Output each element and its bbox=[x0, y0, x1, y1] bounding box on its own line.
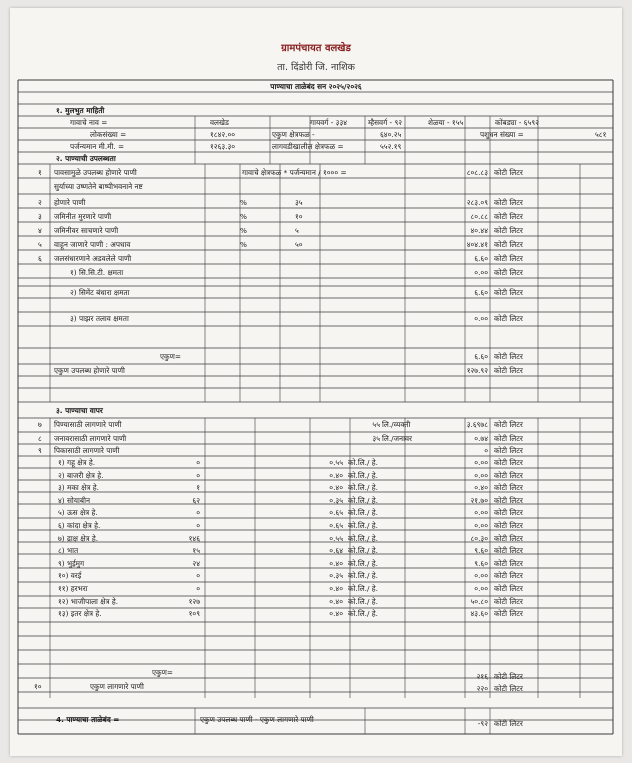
cultivable-area-label: लागवडीखालील क्षेत्रफळ = bbox=[272, 142, 344, 151]
crop-rate-unit: को.लि./ हे. bbox=[348, 584, 378, 593]
crop-water-value: ०.०० bbox=[474, 458, 488, 467]
r8-unit: कोटी लिटर bbox=[494, 434, 523, 443]
balance-value: -९२ bbox=[477, 719, 488, 728]
r6a-value: ०.०० bbox=[474, 268, 488, 277]
crop-name: ७) द्राक्ष क्षेत्र हे. bbox=[58, 533, 99, 543]
poultry-count: कोंबड्या - ६५९२ bbox=[495, 118, 539, 127]
section-4-heading: 4. पाण्याचा ताळेबंद = bbox=[56, 715, 120, 724]
crop-name: ३) मका क्षेत्र हे. bbox=[58, 483, 99, 493]
crop-name: ४) सोयाबीन bbox=[58, 495, 91, 505]
r9-label: पिकासाठी लागणारे पाणी bbox=[54, 446, 120, 455]
crop-water-value: ९.६० bbox=[474, 558, 488, 568]
crop-rate: ०.६५ bbox=[329, 508, 343, 518]
crop-area: १ bbox=[196, 483, 200, 493]
crop-area: ० bbox=[196, 508, 200, 518]
r4-percent-value: ५ bbox=[295, 226, 299, 235]
crop-rate-unit: को.लि./ हे. bbox=[348, 458, 378, 467]
crop-water-unit: कोटी लिटर bbox=[494, 584, 523, 593]
r4-value: ४०.४४ bbox=[470, 226, 488, 235]
crop-water-value: ०.०० bbox=[474, 521, 488, 530]
crop-name: ११) हरभरा bbox=[58, 584, 88, 593]
crop-rate-unit: को.लि./ हे. bbox=[348, 495, 378, 505]
r5-label: वाहून जाणारे पाणी : अपधाव bbox=[54, 240, 131, 249]
crop-area: ६२ bbox=[192, 495, 200, 505]
crop-name: १३) इतर क्षेत्र हे. bbox=[58, 609, 102, 619]
r2-label-line2: होणारे पाणी bbox=[54, 198, 86, 207]
r6b-unit: कोटी लिटर bbox=[494, 288, 523, 297]
crop-water-unit: कोटी लिटर bbox=[494, 558, 523, 568]
crop-water-unit: कोटी लिटर bbox=[494, 609, 523, 619]
crop-water-value: ०.०० bbox=[474, 470, 488, 480]
crop-sum-unit: कोटी लिटर bbox=[494, 672, 523, 681]
village-name-value: वलखेड bbox=[210, 118, 229, 127]
crop-name: १०) वरई bbox=[58, 571, 82, 581]
crop-sum-label: एकुण= bbox=[152, 668, 174, 677]
r3-percent-sign: % bbox=[240, 212, 247, 221]
crop-area: २४ bbox=[192, 558, 200, 568]
crop-rate: ०.४० bbox=[329, 584, 343, 593]
r7-unit: कोटी लिटर bbox=[494, 420, 523, 429]
crop-water-value: ८०.३० bbox=[470, 533, 488, 543]
r2-percent-value: ३५ bbox=[295, 198, 303, 207]
total-area-label: एकुण क्षेत्रफळ - bbox=[272, 130, 315, 139]
crop-water-unit: कोटी लिटर bbox=[494, 470, 523, 480]
r5-value: ४०४.४१ bbox=[466, 240, 488, 249]
r8-label: जनावरासाठी लागणारे पाणी bbox=[54, 434, 127, 443]
crop-area: १५ bbox=[192, 546, 200, 556]
r4-percent-sign: % bbox=[240, 226, 247, 235]
crop-area: ० bbox=[196, 470, 200, 480]
r6-sum-unit: कोटी लिटर bbox=[494, 352, 523, 361]
r6-unit: कोटी लिटर bbox=[494, 254, 523, 263]
crop-water-unit: कोटी लिटर bbox=[494, 483, 523, 493]
crop-rate-unit: को.लि./ हे. bbox=[348, 558, 378, 568]
crop-name: ५) ऊस क्षेत्र हे. bbox=[58, 508, 98, 518]
cattle-count: गायवर्ग - ३३४ bbox=[310, 118, 348, 127]
r6a-unit: कोटी लिटर bbox=[494, 268, 523, 277]
livestock-label: पशुधन संख्या = bbox=[480, 130, 524, 139]
crop-rate: ०.३५ bbox=[329, 571, 343, 581]
crop-rate: ०.४० bbox=[329, 470, 343, 480]
r8-rate: ३५ bbox=[372, 434, 380, 443]
crop-area: ० bbox=[196, 571, 200, 581]
total-available-value: १२७.९२ bbox=[466, 366, 488, 375]
r9-value: ० bbox=[484, 446, 488, 455]
crop-name: १२) भाजीपाला क्षेत्र हे. bbox=[58, 596, 119, 606]
r3-value: ८०.८८ bbox=[470, 212, 488, 221]
crop-rate-unit: को.लि./ हे. bbox=[348, 609, 378, 619]
r7-number: ७ bbox=[38, 420, 42, 429]
r9-unit: कोटी लिटर bbox=[494, 446, 523, 455]
crop-name: २) बाजरी क्षेत्र हे. bbox=[58, 470, 104, 480]
crop-name: १) गहू क्षेत्र हे. bbox=[58, 458, 96, 467]
r5-percent-value: ५० bbox=[295, 240, 303, 249]
r6-sum-value: ६.६० bbox=[474, 352, 488, 361]
total-available-label: एकुण उपलब्ध होणारे पाणी bbox=[54, 366, 125, 375]
r8-rate-unit: लि./जनावर bbox=[382, 434, 413, 443]
crop-rate-unit: को.लि./ हे. bbox=[348, 483, 378, 493]
r6b-value: ६.६० bbox=[474, 288, 488, 297]
crop-rate-unit: को.लि./ हे. bbox=[348, 508, 378, 518]
cultivable-area-value: ५५२.१९ bbox=[380, 142, 402, 151]
r10-unit: कोटी लिटर bbox=[494, 684, 523, 693]
crop-rate-unit: को.लि./ हे. bbox=[348, 533, 378, 543]
r6b-label: २) सिमेंट बंधारा क्षमता bbox=[70, 288, 130, 297]
crop-rate: ०.४० bbox=[329, 609, 343, 619]
crop-rate-unit: को.लि./ हे. bbox=[348, 521, 378, 530]
crop-water-value: ०.०० bbox=[474, 508, 488, 518]
r8-number: ८ bbox=[38, 434, 42, 443]
crop-rate: ०.६५ bbox=[329, 521, 343, 530]
section-3-heading: ३. पाण्याचा वापर bbox=[56, 406, 103, 415]
r2-number: २ bbox=[38, 198, 42, 207]
crop-water-unit: कोटी लिटर bbox=[494, 508, 523, 518]
r10-number: १० bbox=[34, 682, 42, 691]
document-subtitle: ता. दिंडोरी जि. नाशिक bbox=[277, 62, 355, 73]
r1-number: १ bbox=[38, 168, 42, 177]
worksheet-page bbox=[10, 8, 622, 756]
crop-rate-unit: को.लि./ हे. bbox=[348, 571, 378, 581]
crop-water-unit: कोटी लिटर bbox=[494, 533, 523, 543]
crop-area: १४६ bbox=[188, 533, 200, 543]
crop-rate: ०.५५ bbox=[329, 533, 343, 543]
rainfall-label: पर्जन्यमान मी.मी. = bbox=[70, 142, 125, 151]
r6-number: ६ bbox=[38, 254, 42, 263]
population-value: १८४२.०० bbox=[210, 130, 236, 139]
crop-rate: ०.३५ bbox=[329, 495, 343, 505]
r10-value: २२० bbox=[476, 684, 488, 693]
r1-unit: कोटी लिटर bbox=[494, 168, 523, 177]
r7-rate-unit: लि./व्यक्ती bbox=[382, 420, 411, 429]
crop-water-value: ०.४० bbox=[474, 483, 488, 493]
goat-count: शेळया - १५५ bbox=[428, 118, 464, 127]
crop-water-value: ०.०० bbox=[474, 584, 488, 593]
r5-unit: कोटी लिटर bbox=[494, 240, 523, 249]
r4-number: ४ bbox=[38, 226, 42, 235]
r10-label: एकुण लागणारे पाणी bbox=[90, 682, 144, 691]
r4-unit: कोटी लिटर bbox=[494, 226, 523, 235]
crop-water-value: ४३.६० bbox=[470, 609, 488, 619]
buffalo-count: म्हैसवर्ग - ९२ bbox=[368, 118, 403, 127]
r1-label: पावसामुळे उपलब्ध होणारे पाणी bbox=[54, 168, 137, 177]
table-title: पाण्याचा ताळेबंद सन २०२५/२०२६ bbox=[270, 82, 362, 91]
section-1-heading: १. मुलभुत माहिती bbox=[56, 106, 105, 115]
village-name-label: गावाचे नाव = bbox=[70, 118, 108, 127]
r1-value: ८०८.८३ bbox=[466, 168, 488, 177]
r8-value: ०.७४ bbox=[474, 434, 488, 443]
crop-name: ६) कांदा क्षेत्र हे. bbox=[58, 521, 101, 530]
r3-percent-value: १० bbox=[295, 212, 303, 221]
crop-water-value: ५०.८० bbox=[470, 596, 488, 606]
crop-water-unit: कोटी लिटर bbox=[494, 571, 523, 581]
r6a-label: १) सि.सि.टी. क्षमता bbox=[70, 268, 124, 277]
livestock-value: ५८१ bbox=[595, 130, 607, 139]
crop-water-unit: कोटी लिटर bbox=[494, 521, 523, 530]
r4-label: जमिनीवर साचणारे पाणी bbox=[54, 226, 119, 235]
population-label: लोकसंख्या = bbox=[90, 130, 127, 139]
r9-number: ९ bbox=[38, 446, 42, 455]
r5-percent-sign: % bbox=[240, 240, 247, 249]
r2-percent-sign: % bbox=[240, 198, 247, 207]
r3-label: जमिनीत मुरणारे पाणी bbox=[54, 212, 112, 221]
r2-unit: कोटी लिटर bbox=[494, 198, 523, 207]
crop-rate: ०.४० bbox=[329, 558, 343, 568]
balance-unit: कोटी लिटर bbox=[494, 719, 523, 728]
crop-water-unit: कोटी लिटर bbox=[494, 546, 523, 556]
r6c-unit: कोटी लिटर bbox=[494, 314, 523, 323]
crop-water-unit: कोटी लिटर bbox=[494, 596, 523, 606]
r6c-value: ०.०० bbox=[474, 314, 488, 323]
r3-unit: कोटी लिटर bbox=[494, 212, 523, 221]
r2-value: २८३.०९ bbox=[466, 198, 488, 207]
r3-number: ३ bbox=[38, 212, 42, 221]
crop-area: १०९ bbox=[188, 609, 200, 619]
crop-area: १२७ bbox=[188, 596, 200, 606]
r6-value: ६.६० bbox=[474, 254, 488, 263]
r7-rate: ५५ bbox=[372, 420, 380, 429]
crop-sum-value: २१६ bbox=[476, 672, 488, 681]
crop-rate: ०.४० bbox=[329, 483, 343, 493]
crop-rate: ०.५५ bbox=[329, 458, 343, 467]
crop-water-value: ०.०० bbox=[474, 571, 488, 581]
crop-name: ९) भुईमुग bbox=[58, 558, 85, 568]
section-2-heading: २. पाण्याची उपलब्धता bbox=[56, 154, 116, 163]
document-title: ग्रामपंचायत वलखेड bbox=[281, 43, 351, 54]
total-available-unit: कोटी लिटर bbox=[494, 366, 523, 375]
r7-value: ३.६९७८ bbox=[466, 420, 488, 429]
crop-rate-unit: को.लि./ हे. bbox=[348, 470, 378, 480]
total-area-value: ६४०.२५ bbox=[380, 130, 402, 139]
rainfall-value: १२६३.३० bbox=[210, 142, 236, 151]
r5-number: ५ bbox=[38, 240, 42, 249]
crop-water-unit: कोटी लिटर bbox=[494, 458, 523, 467]
crop-area: ० bbox=[196, 521, 200, 530]
r1-formula: गावाचे क्षेत्रफळ * पर्जन्यमान / १००० = bbox=[242, 168, 347, 177]
balance-formula: एकुण उपलब्ध पाणी - एकुण लागणारे पाणी bbox=[200, 715, 314, 724]
crop-area: ० bbox=[196, 458, 200, 467]
crop-rate-unit: को.लि./ हे. bbox=[348, 546, 378, 556]
crop-area: ० bbox=[196, 584, 200, 593]
r7-label: पिण्यासाठी लागणारे पाणी bbox=[54, 420, 122, 429]
r6-label: जलसंधारणाने अडवलेले पाणी bbox=[54, 254, 132, 263]
crop-rate: ०.६४ bbox=[329, 546, 343, 556]
crop-water-unit: कोटी लिटर bbox=[494, 495, 523, 505]
crop-name: ८) भात bbox=[58, 546, 79, 556]
crop-water-value: ९.६० bbox=[474, 546, 488, 556]
crop-rate-unit: को.लि./ हे. bbox=[348, 596, 378, 606]
crop-water-value: २१.७० bbox=[470, 495, 488, 505]
crop-rate: ०.४० bbox=[329, 596, 343, 606]
r2-label-line1: सुर्याच्या उष्णतेने बाष्पीभवनाने नष्ट bbox=[54, 182, 143, 191]
r6c-label: ३) पाझर तलाव क्षमता bbox=[70, 314, 129, 323]
r6-sum-label: एकुण= bbox=[160, 352, 182, 361]
